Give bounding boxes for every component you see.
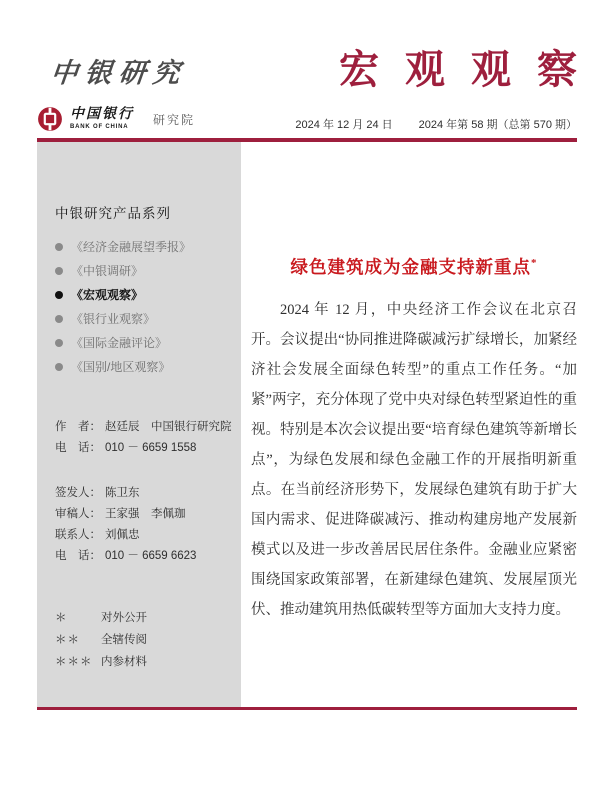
institute-name: 研究院 <box>153 112 196 127</box>
article-title-text: 绿色建筑成为金融支持新重点 <box>290 257 531 277</box>
phone-label: 电 话： <box>55 442 101 454</box>
series-item-label: 《宏观观察》 <box>71 288 144 302</box>
bank-of-china-emblem-icon <box>37 106 63 132</box>
article-title <box>251 254 577 279</box>
series-item <box>55 262 225 279</box>
contact-phone-value: 010 － 6659 6623 <box>105 550 197 562</box>
bank-name-cn: 中国银行 <box>70 107 134 122</box>
bullet-icon <box>55 243 63 251</box>
footer-rule <box>37 707 577 710</box>
legend-label: 对外公开 <box>101 612 147 624</box>
bank-name-en: BANK OF CHINA <box>70 124 129 130</box>
legend-label: 全辖传阅 <box>101 634 147 646</box>
bullet-icon <box>55 363 63 371</box>
article-area <box>241 142 577 707</box>
series-item-label: 《国际金融评论》 <box>71 336 168 350</box>
series-item <box>55 238 225 255</box>
issuer-row <box>55 483 225 504</box>
legend-row <box>55 651 225 673</box>
classification-legend <box>55 607 225 673</box>
series-item <box>55 310 225 327</box>
author-label: 作 者： <box>55 421 101 433</box>
bank-name <box>70 108 134 130</box>
author-value: 赵廷辰 中国银行研究院 <box>105 421 232 433</box>
legend-row <box>55 629 225 651</box>
series-item-label: 《国别/地区观察》 <box>71 360 171 374</box>
series-item-label: 《银行业观察》 <box>71 312 156 326</box>
contact-value: 刘佩忠 <box>105 529 140 541</box>
bullet-icon <box>55 315 63 323</box>
asterisk-mark: ＊ <box>55 612 68 624</box>
contact-phone-row <box>55 546 225 567</box>
series-item-label: 《经济金融展望季报》 <box>71 240 192 254</box>
sidebar <box>37 142 241 707</box>
bullet-icon <box>55 291 63 299</box>
series-item-label: 《中银调研》 <box>71 264 144 278</box>
footnote-marker: * <box>531 257 538 270</box>
header-logo-row <box>37 106 577 138</box>
asterisk-mark: ＊＊ <box>55 634 80 646</box>
phone-value: 010 － 6659 1558 <box>105 442 197 454</box>
publication-masthead: 宏 观 观 察 <box>339 47 585 92</box>
bullet-icon <box>55 339 63 347</box>
series-item <box>55 334 225 351</box>
series-title: 中银研究产品系列 <box>55 206 171 221</box>
series-item <box>55 358 225 375</box>
issuer-value: 陈卫东 <box>105 487 140 499</box>
series-list <box>55 238 225 375</box>
legend-label: 内参材料 <box>101 656 147 668</box>
issue-number: 2024 年第 58 期（总第 570 期） <box>418 119 577 131</box>
bullet-icon <box>55 267 63 275</box>
publication-date: 2024 年 12 月 24 日 <box>295 119 393 131</box>
contact-phone-label: 电 话： <box>55 550 101 562</box>
issuer-label: 签发人： <box>55 487 101 499</box>
asterisk-mark: ＊＊＊ <box>55 656 93 668</box>
brand-calligraphy: 中银研究 <box>49 58 189 89</box>
article-abstract: 2024 年 12 月，中央经济工作会议在北京召开。会议提出“协同推进降碳减污扩绿增长，加紧经济社会发展全面绿色转型”的重点工作任务。“加紧”两字，充分体现了党中央对绿色转型紧迫性的重视。特别是本次会议提出要“培育绿色建筑等新增长点”，为绿色发展和绿色金融工作的开展指明新重点。在当前经济形势下，发展绿色建筑有助于扩大国内需求、促进降碳减污、推动构建房地产发展新模式以及进一步改善居民居住条件。金融业应紧密围绕国家政策部署，在新建绿色建筑、发展屋顶光伏、推动建筑用热低碳转型等方面加大支持力度。 <box>251 302 577 618</box>
author-block <box>55 417 232 459</box>
contact-label: 联系人： <box>55 529 101 541</box>
main-area <box>37 142 577 707</box>
reviewer-label: 审稿人： <box>55 508 101 520</box>
header-top-row <box>37 34 585 92</box>
reviewer-row <box>55 504 225 525</box>
author-row <box>55 417 232 438</box>
staff-block <box>55 483 225 567</box>
series-item-current <box>55 286 225 303</box>
reviewer-value: 王家强 李佩珈 <box>105 508 186 520</box>
date-issue-group <box>295 116 577 132</box>
legend-row <box>55 607 225 629</box>
contact-row <box>55 525 225 546</box>
bank-logo-group <box>37 106 195 132</box>
phone-row <box>55 438 225 459</box>
